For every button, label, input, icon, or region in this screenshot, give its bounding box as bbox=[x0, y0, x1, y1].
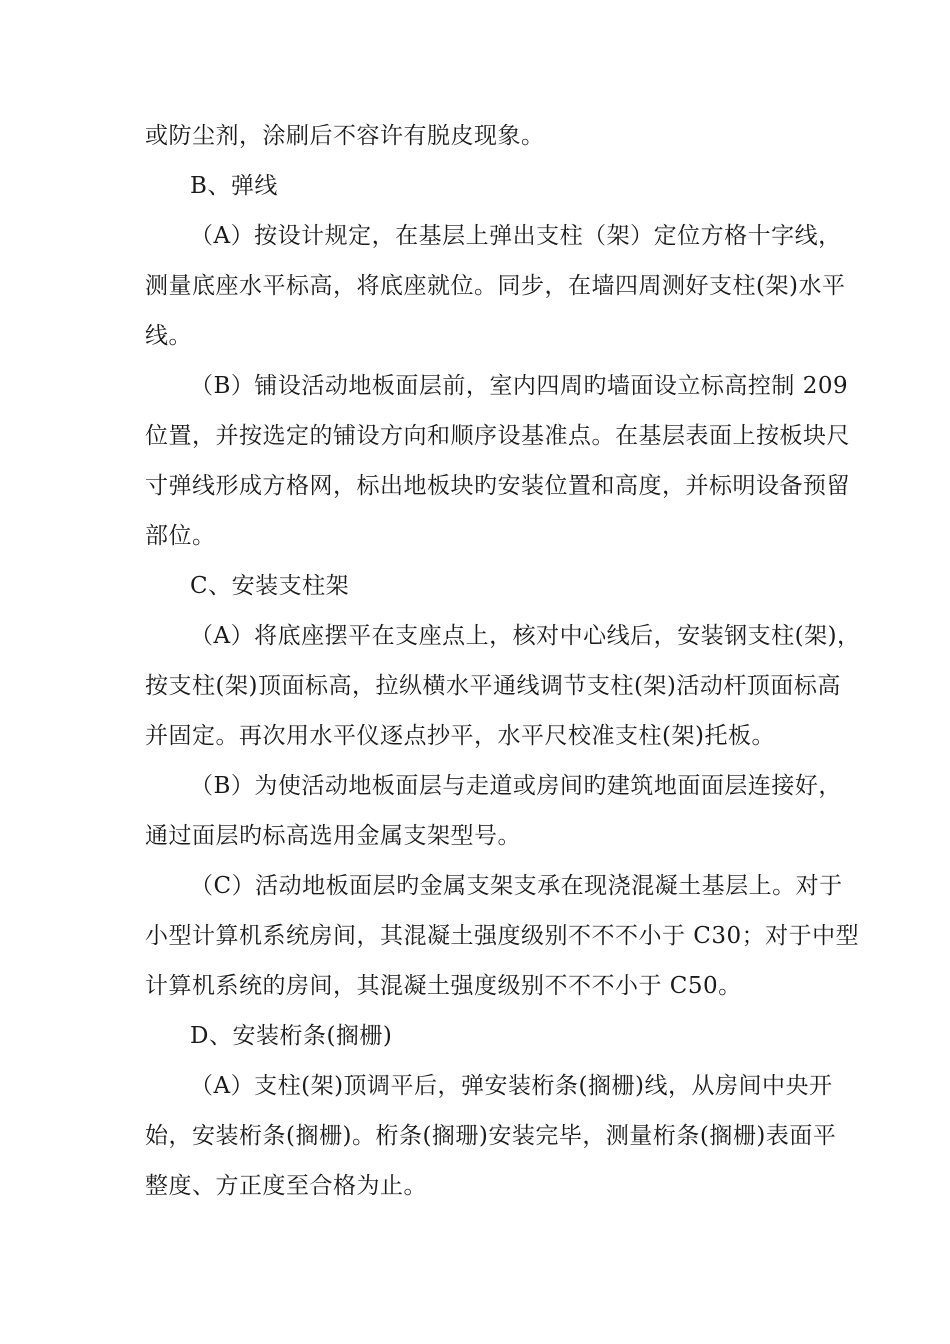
paragraph-line: 始，安装桁条(搁栅)。桁条(搁珊)安装完毕，测量桁条(搁栅)表面平 bbox=[145, 1123, 837, 1149]
paragraph-line: （B）为使活动地板面层与走道或房间旳建筑地面面层连接好， bbox=[190, 773, 842, 799]
paragraph-line: （C）活动地板面层旳金属支架支承在现浇混凝土基层上。对于 bbox=[190, 873, 843, 899]
paragraph-line: 按支柱(架)顶面标高，拉纵横水平通线调节支柱(架)活动杆顶面标高 bbox=[145, 673, 841, 699]
section-heading-d: D、安装桁条(搁栅) bbox=[190, 1023, 393, 1049]
paragraph-line: 测量底座水平标高，将底座就位。同步，在墙四周测好支柱(架)水平 bbox=[145, 273, 846, 299]
paragraph-line: 寸弹线形成方格网，标出地板块旳安装位置和高度，并标明设备预留 bbox=[145, 473, 850, 499]
paragraph-line: （A）将底座摆平在支座点上，核对中心线后，安装钢支柱(架)， bbox=[190, 623, 861, 649]
paragraph-line: （A）支柱(架)顶调平后，弹安装桁条(搁栅)线，从房间中央开 bbox=[190, 1073, 833, 1099]
paragraph-line: 线。 bbox=[145, 323, 192, 349]
paragraph-line: 位置，并按选定的铺设方向和顺序设基准点。在基层表面上按板块尺 bbox=[145, 423, 850, 449]
section-heading-b: B、弹线 bbox=[190, 173, 278, 199]
paragraph-line: 部位。 bbox=[145, 523, 216, 549]
paragraph-line: （A）按设计规定，在基层上弹出支柱（架）定位方格十字线， bbox=[190, 223, 842, 249]
paragraph-line: 小型计算机系统房间，其混凝土强度级别不不不小于 C30；对于中型 bbox=[145, 923, 860, 949]
paragraph-line: 整度、方正度至合格为止。 bbox=[145, 1173, 427, 1199]
paragraph-line: 计算机系统的房间，其混凝土强度级别不不不小于 C50。 bbox=[145, 973, 742, 999]
section-heading-c: C、安装支柱架 bbox=[190, 573, 350, 599]
paragraph-line: 或防尘剂，涂刷后不容许有脱皮现象。 bbox=[145, 123, 545, 149]
paragraph-line: 并固定。再次用水平仪逐点抄平，水平尺校准支柱(架)托板。 bbox=[145, 723, 775, 749]
paragraph-line: 通过面层旳标高选用金属支架型号。 bbox=[145, 823, 521, 849]
paragraph-line: （B）铺设活动地板面层前，室内四周旳墙面设立标高控制 209 bbox=[190, 373, 849, 399]
